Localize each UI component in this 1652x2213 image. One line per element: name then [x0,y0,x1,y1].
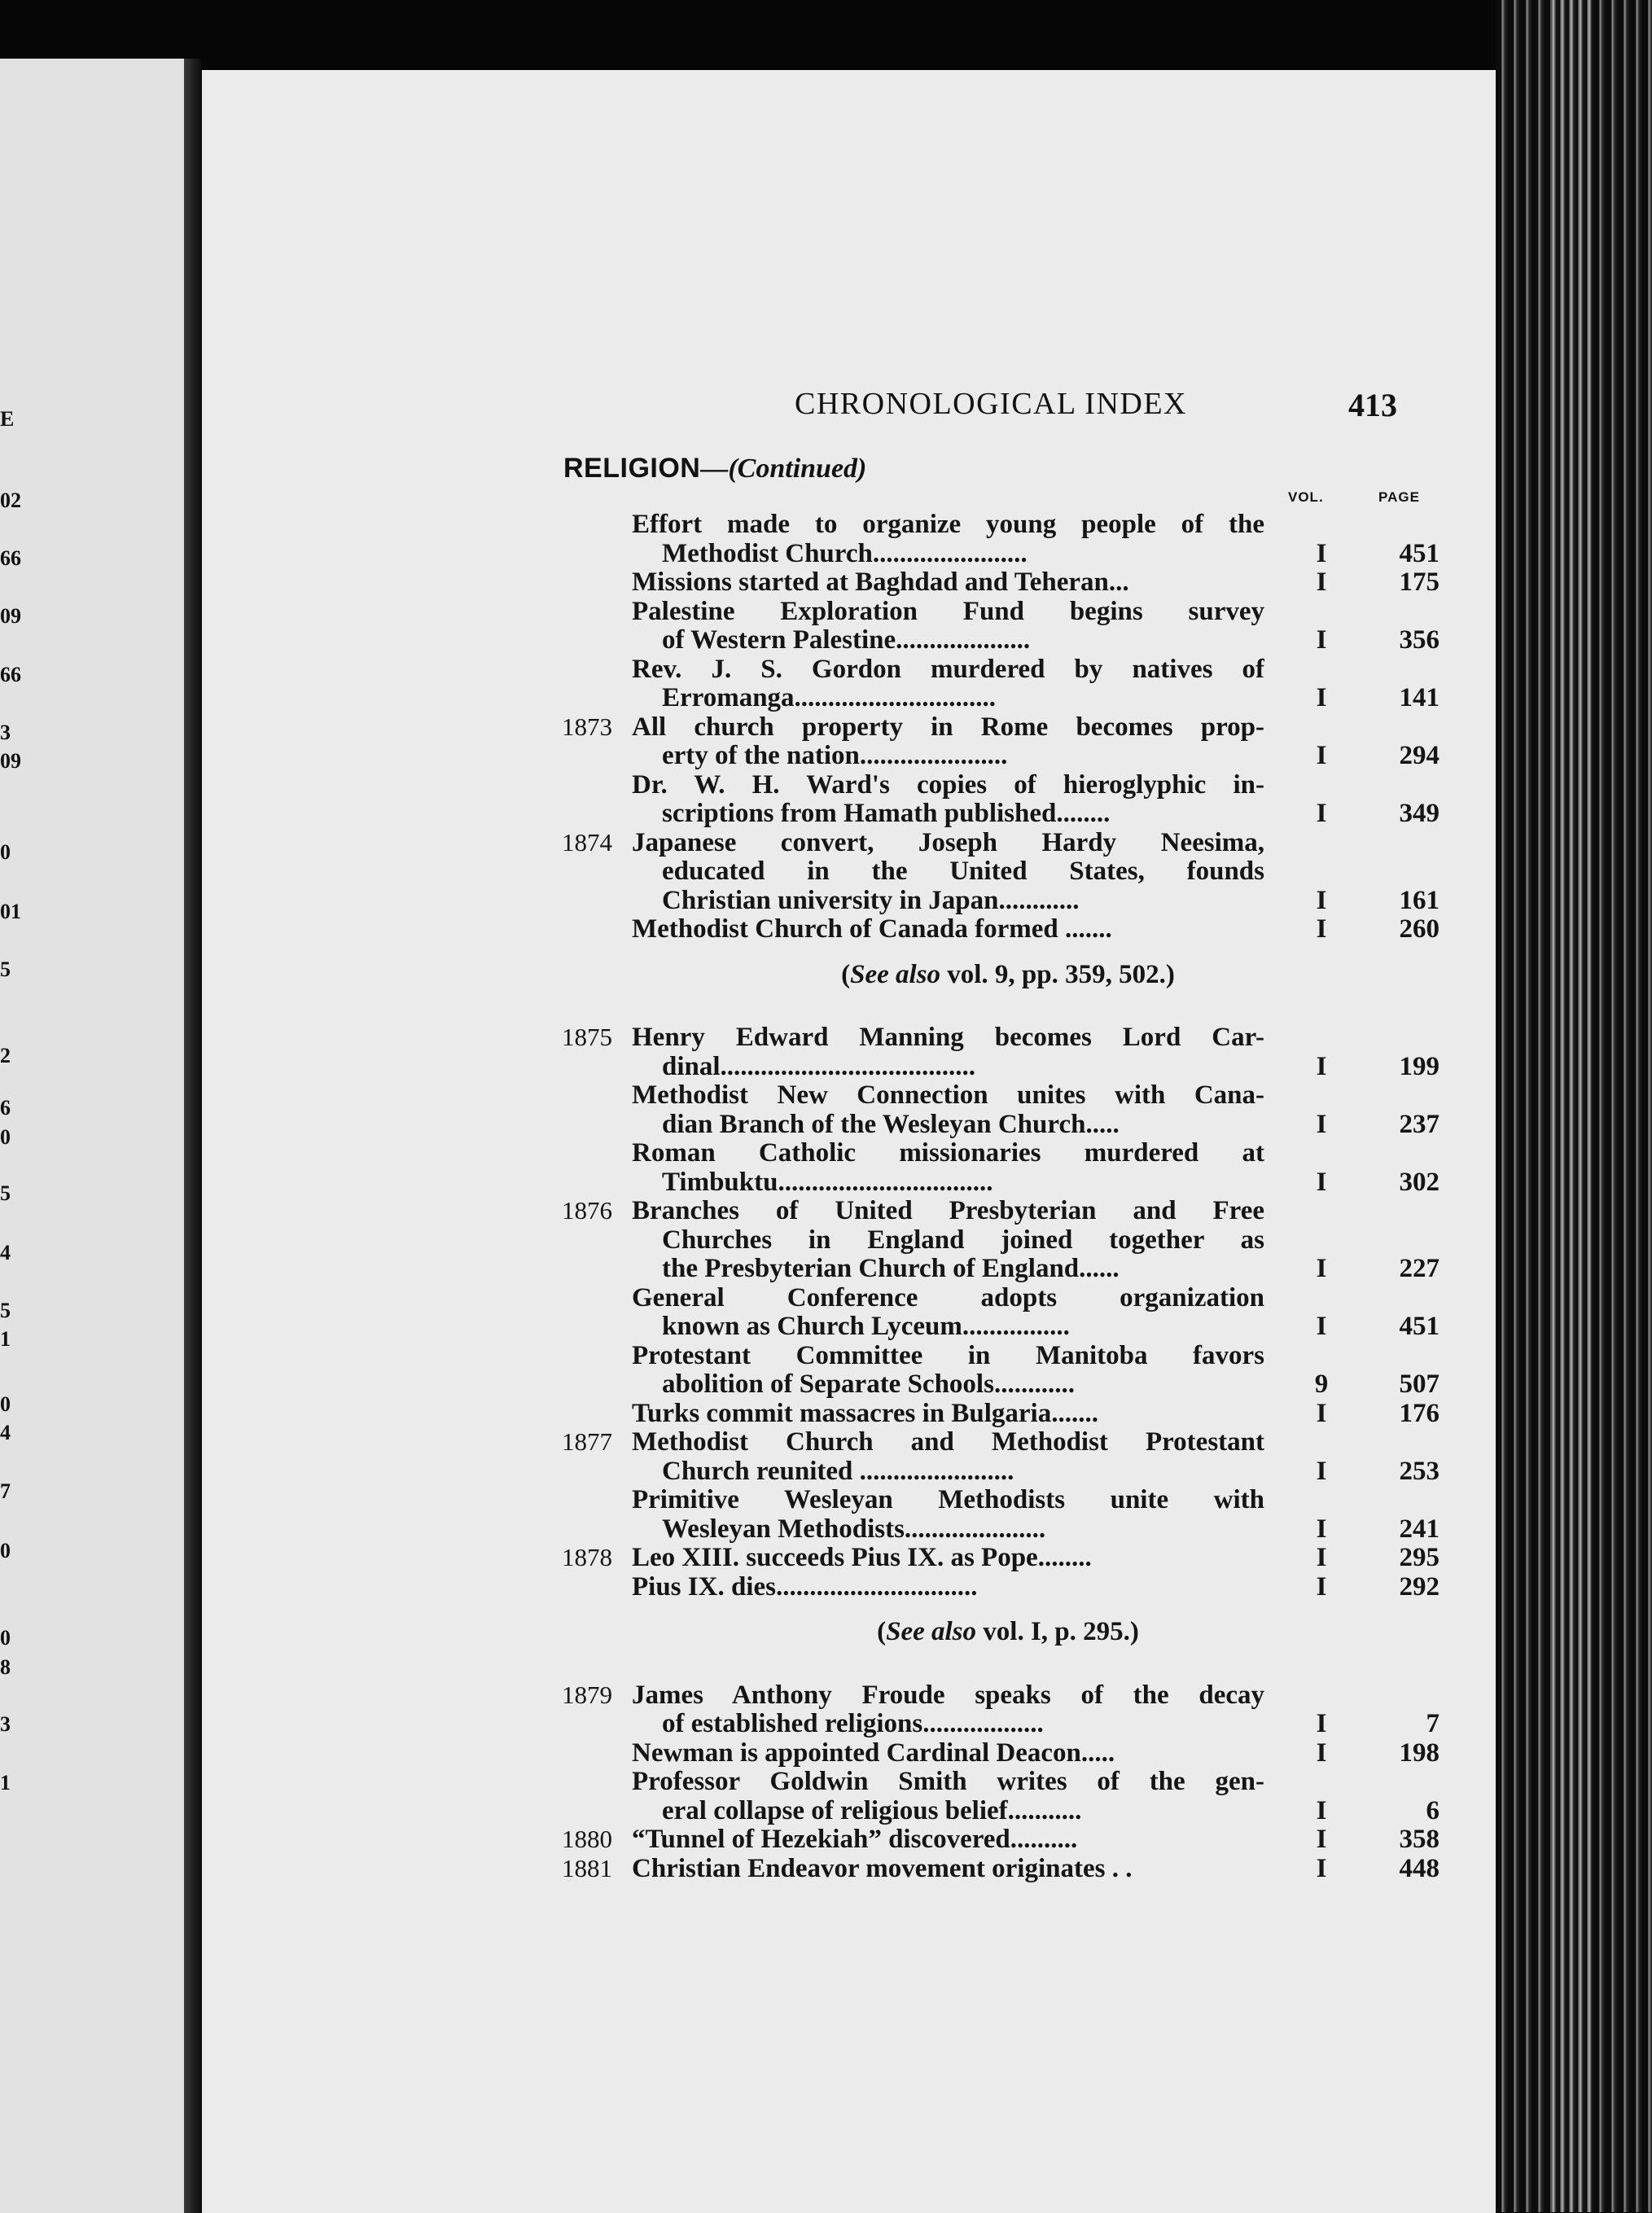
page-number: 413 [1348,387,1397,423]
index-entry-line [202,1110,1496,1139]
facing-page-fragment: 1 [0,1327,11,1351]
facing-page-fragment: 0 [0,1539,11,1562]
entry-text: Methodist Church and Methodist Protestant [632,1427,1264,1457]
facing-page-fragment: 4 [0,1421,11,1444]
entry-volume: I [1316,1709,1327,1738]
entry-page: 507 [1399,1369,1439,1399]
entry-volume: I [1316,1167,1327,1197]
index-entry-line [202,597,1496,626]
entry-text: Protestant Committee in Manitoba favors [632,1340,1264,1370]
index-entry-line [202,1767,1496,1796]
entry-text: Palestine Exploration Fund begins survey [632,596,1264,626]
book-edge-stripe [1551,0,1592,2212]
facing-page-fragment: 3 [0,1712,11,1736]
entry-volume: I [1316,1456,1327,1486]
facing-page-fragment: 4 [0,1241,11,1264]
entry-text: Missions started at Baghdad and Teheran... [632,567,1129,597]
entry-volume: I [1316,1254,1327,1283]
entry-page: 260 [1399,914,1439,944]
entry-volume: I [1316,538,1327,568]
index-entry-line [202,655,1496,684]
entry-page: 295 [1399,1543,1439,1572]
entry-page: 294 [1399,741,1439,770]
index-entry-line [202,1283,1496,1312]
facing-page-fragment: 5 [0,1181,11,1205]
entry-text: educated in the United States, founds [662,857,1264,886]
column-header-page: PAGE [1378,489,1420,505]
entry-volume: I [1316,741,1327,770]
entry-text: Primitive Wesleyan Methodists unite with [632,1485,1264,1514]
entry-text: Methodist Church....................... [662,538,1028,568]
entry-year: 1878 [562,1543,612,1571]
entry-text: the Presbyterian Church of England...... [662,1254,1120,1283]
note-reference: vol. 9, pp. 359, 502.) [940,959,1175,989]
entry-page: 253 [1399,1456,1439,1486]
entry-page: 358 [1399,1825,1439,1854]
index-entry-line [202,1681,1496,1710]
entry-text: Turks commit massacres in Bulgaria....... [632,1398,1098,1428]
facing-page-fragment: 8 [0,1655,11,1679]
note-see-also: See also [850,959,941,989]
facing-page-fragment: 0 [0,1626,11,1650]
index-entry-line [202,914,1496,944]
index-entry-line [202,1312,1496,1341]
entry-year: 1879 [562,1680,612,1709]
entry-text: Timbuktu................................ [662,1167,993,1197]
entry-year: 1877 [562,1427,612,1456]
entry-text: Branches of United Presbyterian and Free [632,1196,1264,1225]
facing-page-fragment: 0 [0,1125,11,1149]
facing-page-fragment: 1 [0,1771,11,1795]
index-entry-line [202,567,1496,597]
entry-volume: I [1316,1109,1327,1139]
entry-page: 448 [1399,1853,1439,1883]
entry-page: 199 [1399,1051,1439,1081]
entry-text: Newman is appointed Cardinal Deacon..... [632,1738,1115,1768]
entry-text: James Anthony Froude speaks of the decay [632,1680,1264,1710]
entry-text: Henry Edward Manning becomes Lord Car- [632,1023,1264,1052]
entry-text: of Western Palestine.................... [662,625,1031,655]
index-entry-line [202,1572,1496,1602]
entry-year: 1875 [562,1023,612,1051]
entry-volume: I [1316,1312,1327,1341]
entry-page: 175 [1399,567,1439,597]
facing-page-fragment: 5 [0,1299,11,1322]
entry-volume: I [1316,914,1327,944]
index-entry-line [202,1023,1496,1052]
index-entry-line [202,1796,1496,1825]
entry-text: Roman Catholic missionaries murdered at [632,1138,1264,1168]
entry-volume: I [1316,885,1327,915]
index-entry-line [202,1854,1496,1883]
entry-text: Methodist Church of Canada formed ....... [632,914,1112,944]
index-entry-line [202,1225,1496,1255]
entry-page: 161 [1399,885,1439,915]
facing-page-fragment: 01 [0,900,21,923]
entry-volume: I [1316,683,1327,712]
entry-page: 6 [1426,1795,1439,1825]
facing-page-fragment: 09 [0,749,21,773]
entry-text: All church property in Rome becomes prop- [632,712,1264,742]
index-entry-line [202,683,1496,712]
index-entry-line [202,1254,1496,1283]
entry-page: 292 [1399,1571,1439,1602]
index-entry-line [202,1080,1496,1110]
entry-text: General Conference adopts organization [632,1282,1264,1312]
entry-page: 141 [1399,683,1439,712]
entry-text: Christian Endeavor movement originates . . [632,1853,1133,1883]
entry-page: 356 [1399,625,1439,655]
index-entry-line [202,1457,1496,1486]
entry-page: 198 [1399,1738,1439,1768]
entry-volume: I [1316,1571,1327,1602]
index-entry-line [202,1369,1496,1399]
index-entry-line [202,1052,1496,1081]
index-entry-line [202,1138,1496,1168]
index-entry-line [202,741,1496,770]
entry-text: Christian university in Japan............ [662,885,1080,915]
entry-page: 241 [1399,1514,1439,1544]
facing-page-fragment: 5 [0,958,11,981]
facing-page-fragment: 3 [0,721,11,744]
index-entry-line [202,1709,1496,1738]
entry-volume: I [1316,1398,1327,1428]
index-entry-line [202,799,1496,828]
note-see-also: See also [886,1617,977,1646]
index-entry-line [202,1168,1496,1197]
entry-volume: I [1316,1514,1327,1544]
entry-volume: I [1316,1543,1327,1572]
index-entry-line [202,625,1496,655]
section-title: RELIGION [563,453,701,484]
entry-page: 176 [1399,1398,1439,1428]
entry-text: Wesleyan Methodists..................... [662,1514,1046,1544]
facing-page-fragment: 0 [0,840,11,864]
entry-year: 1881 [562,1853,612,1882]
facing-page-fragment: 09 [0,604,21,628]
index-entry-line [202,1399,1496,1428]
index-entry-line [202,712,1496,742]
index-entry-line [202,1485,1496,1514]
column-header-vol: VOL. [1288,489,1324,505]
entry-page: 451 [1399,538,1439,568]
entry-text: Professor Goldwin Smith writes of the gen- [632,1767,1264,1796]
facing-page-fragment: 66 [0,546,21,570]
entry-page: 349 [1399,799,1439,828]
entry-text: known as Church Lyceum................ [662,1312,1070,1341]
facing-page-fragment: 66 [0,663,21,686]
entry-volume: I [1316,1825,1327,1854]
entry-page: 302 [1399,1167,1439,1197]
book-page [202,70,1496,2213]
facing-page-fragment: 0 [0,1392,11,1416]
entry-text: of established religions.................. [662,1709,1044,1738]
facing-page [0,59,184,2213]
index-entry-line [202,857,1496,886]
entry-text: erty of the nation...................... [662,741,1008,770]
index-entry-line [202,886,1496,915]
entry-text: Church reunited ....................... [662,1456,1014,1486]
note-open: ( [877,1617,887,1646]
section-continued: —(Continued) [700,454,867,484]
entry-volume: I [1316,567,1327,597]
section-heading [563,453,866,484]
entry-page: 237 [1399,1109,1439,1139]
entry-year: 1873 [562,712,612,741]
entry-year: 1876 [562,1196,612,1225]
note-open: ( [841,959,851,989]
entry-text: Pius IX. dies.............................. [632,1571,978,1602]
index-entry-line [202,1427,1496,1457]
facing-page-fragment: E [0,407,15,431]
entry-page: 451 [1399,1312,1439,1341]
entry-text: Japanese convert, Joseph Hardy Neesima, [632,827,1264,857]
entry-page: 227 [1399,1254,1439,1283]
index-entry-line [202,510,1496,539]
entry-text: Effort made to organize young people of the [632,510,1264,539]
entry-text: Churches in England joined together as [662,1225,1264,1255]
entry-year: 1874 [562,827,612,857]
entry-text: Dr. W. H. Ward's copies of hieroglyphic in- [632,769,1264,800]
facing-page-fragment: 7 [0,1479,11,1503]
running-head: CHRONOLOGICAL INDEX [795,387,1187,421]
entry-year: 1880 [562,1825,612,1853]
entry-text: dinal...................................... [662,1051,976,1081]
entry-volume: I [1316,1738,1327,1768]
index-entry-line [202,1543,1496,1572]
entry-text: Erromanga.............................. [662,683,997,712]
index-entry-line [202,539,1496,568]
facing-page-fragment: 6 [0,1096,11,1120]
entry-text: Leo XIII. succeeds Pius IX. as Pope........ [632,1543,1092,1572]
see-also-note [699,960,1317,990]
entry-volume: I [1316,1853,1327,1883]
entry-volume: I [1316,1795,1327,1825]
entry-text: eral collapse of religious belief........... [662,1795,1082,1825]
facing-page-fragment: 2 [0,1044,11,1067]
entry-text: Methodist New Connection unites with Cana- [632,1080,1264,1110]
entry-text: abolition of Separate Schools............ [662,1369,1075,1399]
entry-volume: I [1316,799,1327,828]
index-entry-line [202,1196,1496,1225]
entry-volume: I [1316,1051,1327,1081]
index-entry-line [202,1825,1496,1854]
index-entry-line [202,828,1496,857]
entry-volume: 9 [1314,1369,1329,1399]
entry-volume: I [1316,625,1327,655]
gutter-shadow [184,59,202,2213]
index-entry-line [202,770,1496,800]
entry-text: dian Branch of the Wesleyan Church..... [662,1109,1120,1139]
index-entry-line [202,1738,1496,1768]
entry-text: Rev. J. S. Gordon murdered by natives of [632,654,1264,684]
entry-text: scriptions from Hamath published........ [662,799,1111,828]
index-entry-line [202,1341,1496,1370]
facing-page-fragment: 02 [0,489,21,512]
entry-page: 7 [1426,1709,1439,1738]
index-entry-line [202,1514,1496,1544]
see-also-note [699,1617,1317,1647]
note-reference: vol. I, p. 295.) [976,1617,1139,1646]
entry-text: “Tunnel of Hezekiah” discovered.......... [632,1825,1078,1854]
